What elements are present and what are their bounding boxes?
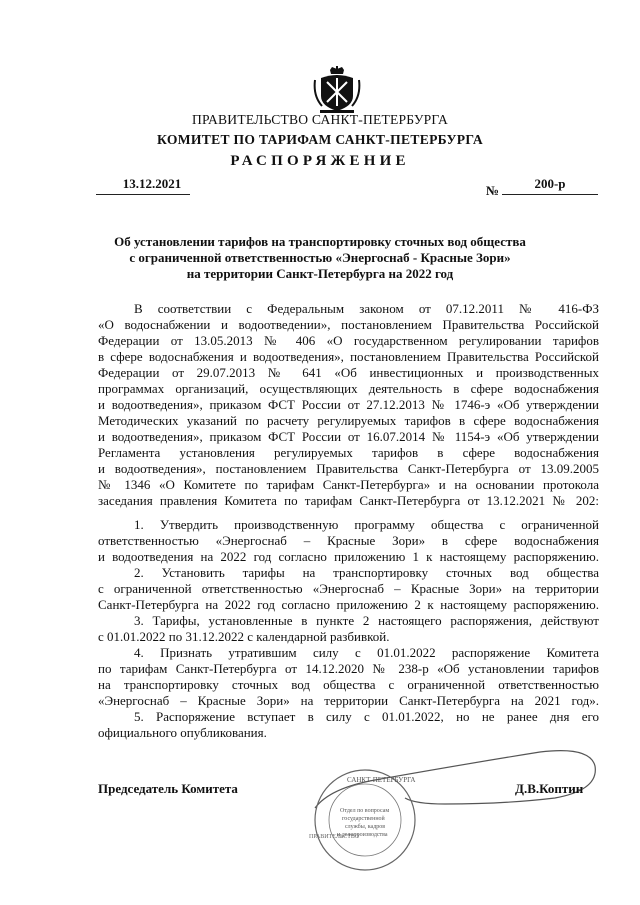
number-underline [502,194,598,195]
item-line: официального опубликования. [98,725,267,740]
title-line: с ограниченной ответственностью «Энергоснаб - Красные Зори» [129,250,511,265]
item-line: 2. Установить тарифы на транспортировку сточных вод общества [134,565,599,580]
document-date: 13.12.2021 [122,176,182,191]
stamp-center-line: государственной [342,816,385,822]
preamble-line: В соответствии с Федеральным законом от 07.12.2011 № 416-ФЗ [134,301,599,316]
item-line: по тарифам Санкт-Петербурга от 14.12.2020 № 238-р «Об установлении тарифов [98,661,599,676]
preamble-line: и водоотведения», приказом ФСТ России от 27.12.2013 № 1746-э «Об утверждении [98,397,599,412]
preamble-line: и водоотведения», приказом ФСТ России от 16.07.2014 № 1154-э «Об утверждении [98,429,599,444]
preamble-line: заседания правления Комитета по тарифам Санкт-Петербурга от 13.12.2021 № 202: [98,493,599,508]
official-stamp [305,738,605,898]
preamble-line: Регламента установления регулируемых тарифов в сфере водоснабжения [98,445,599,460]
preamble-line: Федерации от 29.07.2013 № 641 «Об инвестиционных и производственных [98,365,599,380]
stamp-center-line: и делопроизводства [337,832,388,838]
preamble-line: «О водоснабжении и водоотведении», постановлением Правительства Российской [98,317,599,332]
signatory-position: Председатель Комитета [98,781,238,796]
committee-heading: КОМИТЕТ ПО ТАРИФАМ САНКТ-ПЕТЕРБУРГА [157,132,483,147]
coat-of-arms-icon [312,66,362,114]
item-line: с 01.01.2022 по 31.12.2022 с календарной разбивкой. [98,629,390,644]
government-heading: ПРАВИТЕЛЬСТВО САНКТ-ПЕТЕРБУРГА [191,112,449,127]
item-line: и водоотведения на 2022 год согласно приложению 1 к настоящему распоряжению. [98,549,599,564]
stamp-center-line: службы, кадров [345,824,386,830]
item-line: 5. Распоряжение вступает в силу с 01.01.2022, но не ранее дня его [134,709,599,724]
preamble-line: № 1346 «О Комитете по тарифам Санкт-Петербурга» и на основании протокола [98,477,599,492]
number-sign: № [486,183,500,198]
stamp-center-line: Отдел по вопросам [340,808,390,814]
item-line: на транспортировку сточных вод общества с ограниченной ответственностью [98,677,599,692]
title-line: Об установлении тарифов на транспортировку сточных вод общества [114,234,526,249]
preamble-line: программах организаций, осуществляющих деятельность в сфере водоснабжения [98,381,599,396]
item-line: 4. Признать утратившим силу с 01.01.2022 распоряжение Комитета [134,645,599,660]
item-line: 1. Утвердить производственную программу общества с ограниченной [134,517,599,532]
signatory-name: Д.В.Коптин [515,781,584,796]
stamp-ring-text: САНКТ-ПЕТЕРБУРГА [347,776,416,784]
item-line: ответственностью «Энергоснаб – Красные Зори» в сфере водоснабжения [98,533,599,548]
item-line: 3. Тарифы, установленные в пункте 2 настоящего распоряжения, действуют [134,613,599,628]
document-title [0,234,640,282]
stamp-left-ring-text: ПРАВИТЕЛЬСТВО [309,834,360,840]
preamble-line: Федерации от 13.05.2013 № 406 «О государственном регулировании тарифов [98,333,599,348]
preamble-line: и водоотведения», постановлением Правительства Санкт-Петербурга от 13.09.2005 [98,461,599,476]
item-line: «Энергоснаб – Красные Зори» на территории Санкт-Петербурга на 2021 год». [98,693,599,708]
preamble-line: Методических указаний по расчету регулируемых тарифов в сфере водоснабжения [98,413,599,428]
title-line: на территории Санкт-Петербурга на 2022 год [186,266,454,281]
item-line: Санкт-Петербурга на 2022 год согласно приложению 2 к настоящему распоряжению. [98,597,599,612]
document-type-heading: РАСПОРЯЖЕНИЕ [230,153,410,169]
item-line: с ограниченной ответственностью «Энергоснаб – Красные Зори» на территории [98,581,599,596]
preamble-line: в сфере водоснабжения и водоотведения», постановлением Правительства Российской [98,349,599,364]
document-number: 200-р [534,176,566,191]
date-underline [96,194,190,195]
